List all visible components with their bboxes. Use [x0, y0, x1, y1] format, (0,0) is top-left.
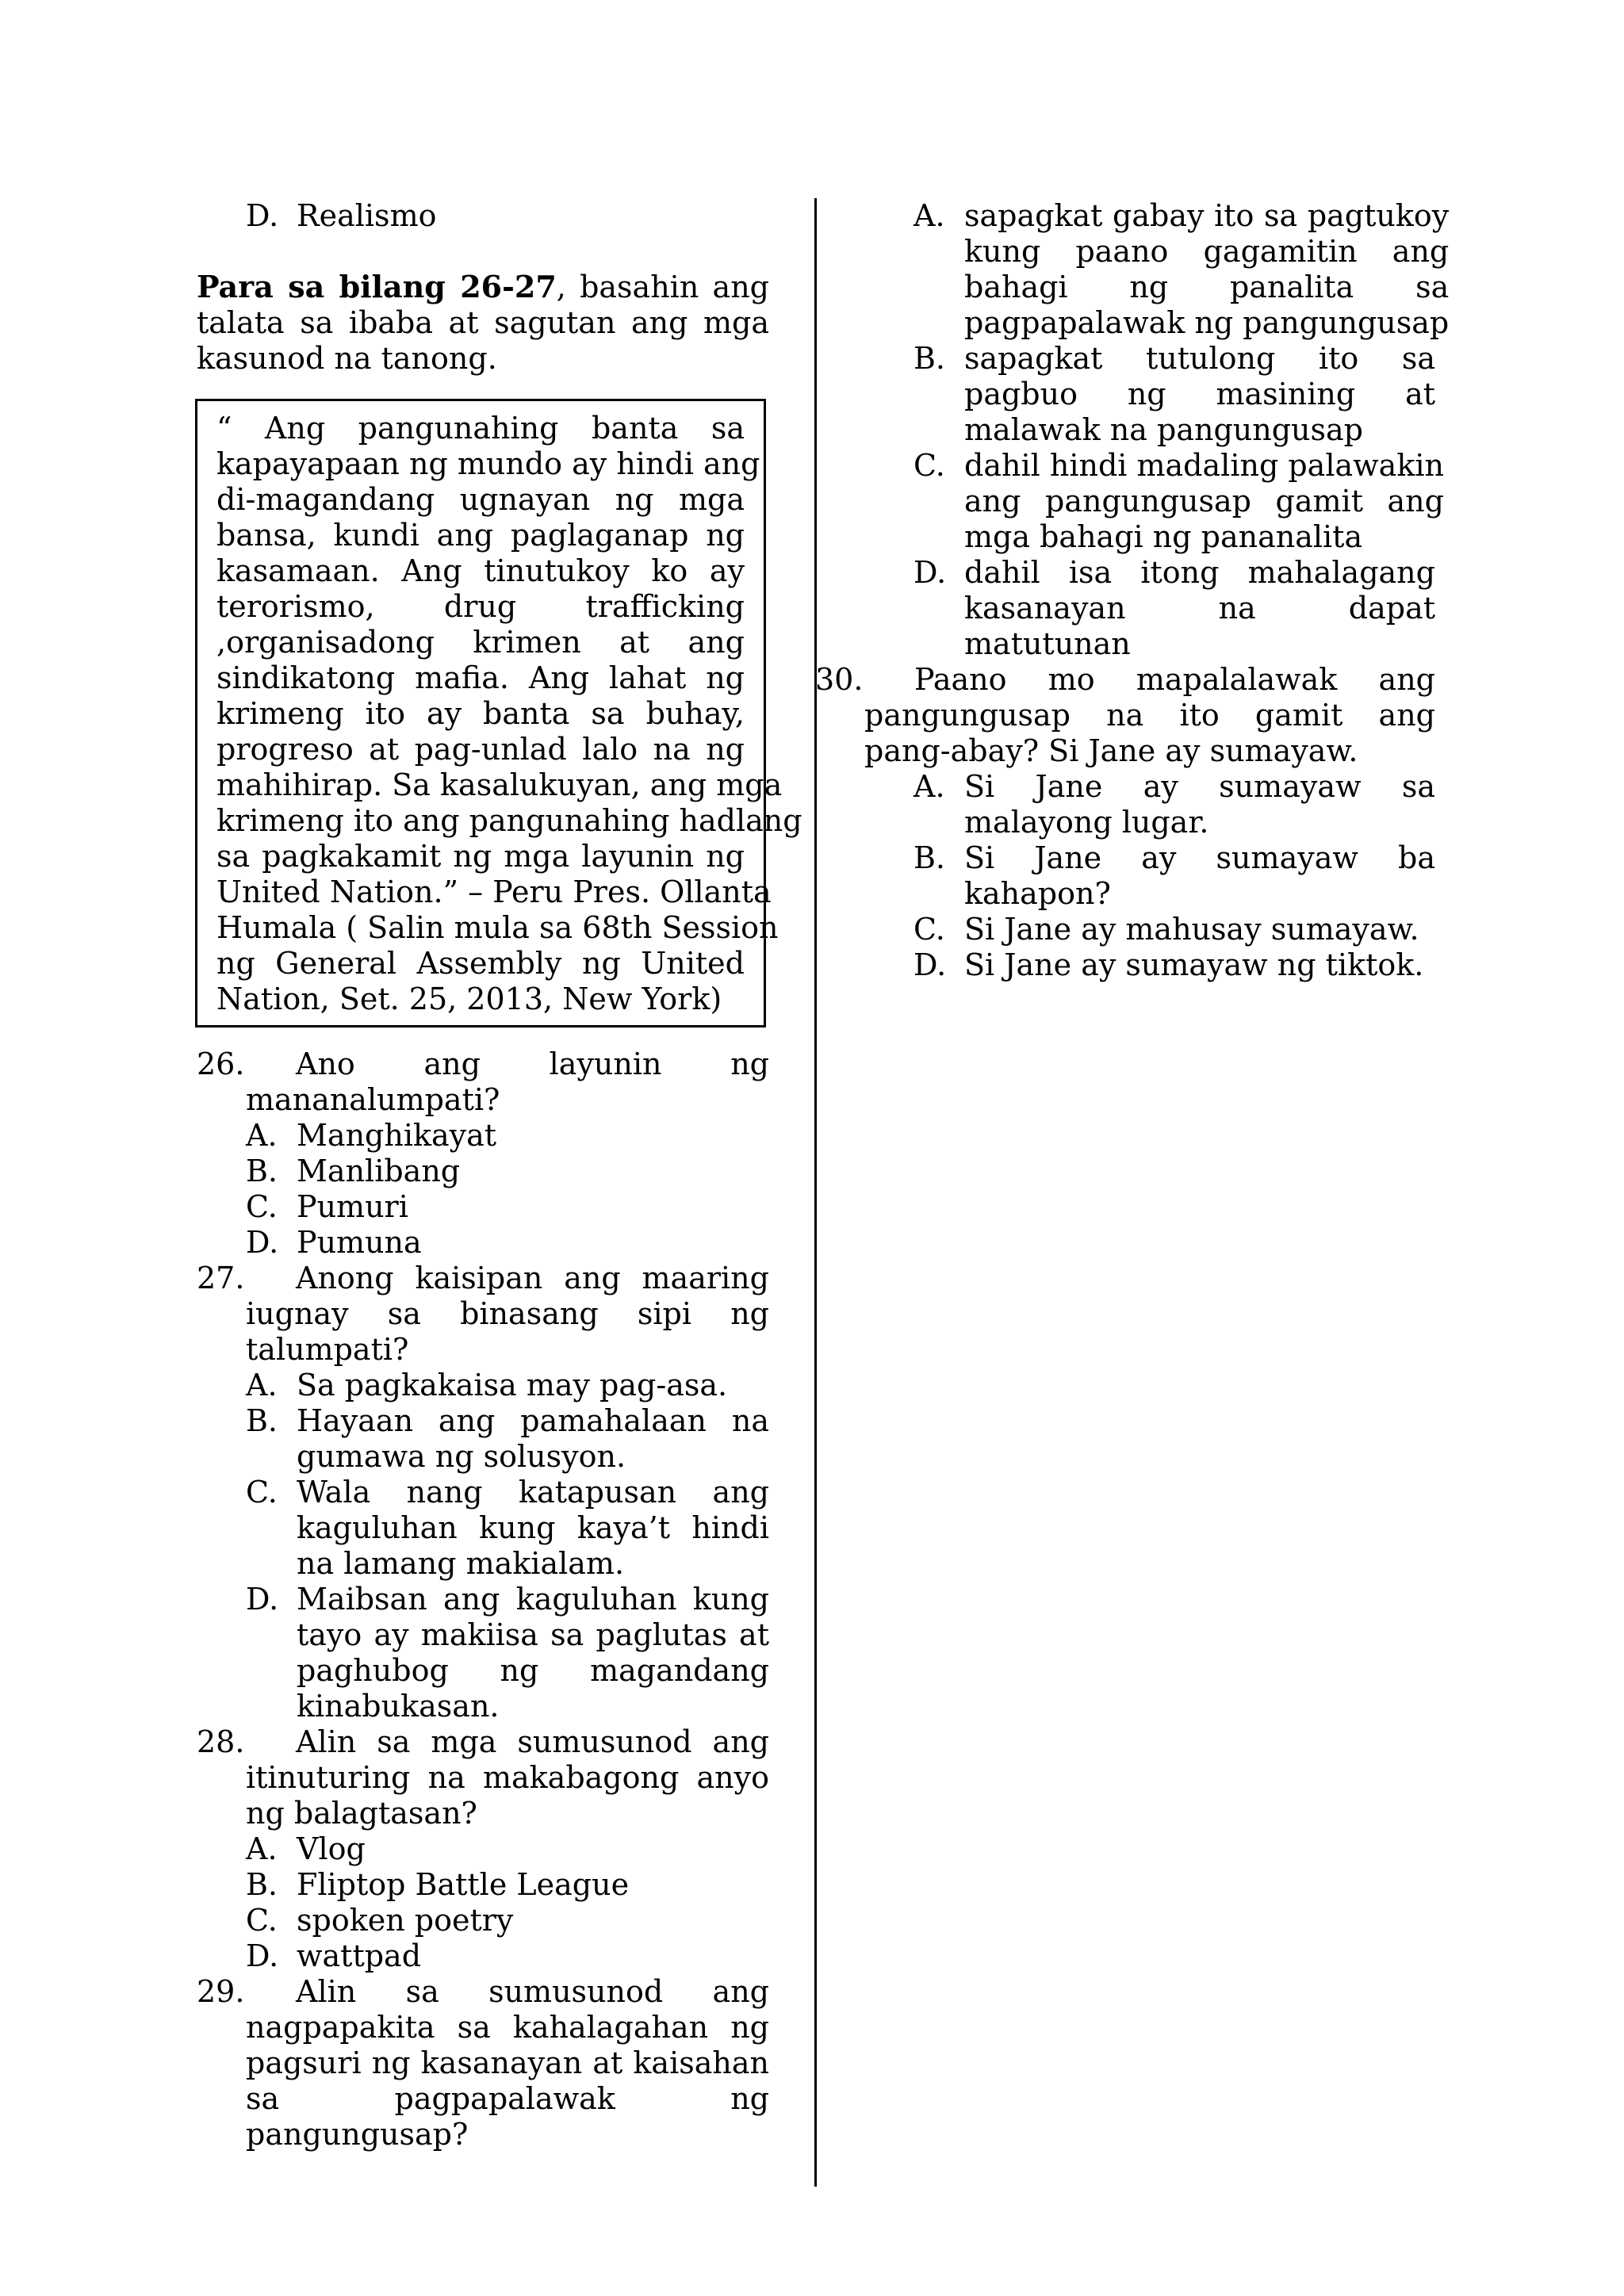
passage-line: krimeng ito ay banta sa buhay, [216, 696, 745, 731]
option: A. Sa pagkakaisa may pag-asa. [246, 1368, 728, 1402]
passage-line: krimeng ito ang pangunahing hadlang [216, 803, 802, 838]
question-30: 30. Paano mo mapalalawak ang [815, 662, 1435, 697]
passage-line: bansa, kundi ang paglaganap ng [216, 518, 745, 553]
option: B. Manlibang [246, 1154, 461, 1188]
option: A. Vlog [246, 1831, 366, 1866]
question-number: 29. [197, 1974, 245, 2009]
option: B. Hayaan ang pamahalaan na gumawa ng solusyon. [246, 1403, 769, 1474]
passage-line: ,organisadong krimen at ang [216, 625, 745, 660]
speech-excerpt-box [195, 399, 802, 1027]
option: D. wattpad [246, 1938, 422, 1973]
passage-line: progreso at pag-unlad lalo na ng [216, 732, 745, 767]
option: C. Pumuri [246, 1189, 408, 1224]
passage-line: “ Ang pangunahing banta sa [216, 411, 745, 446]
question-number: 26. [197, 1047, 245, 1081]
question-27: 27. Anong kaisipan ang maaring [197, 1261, 769, 1295]
instructions: Para sa bilang 26-27, basahin ang talata sa ibaba at sagutan ang mga kasunod na tanong. [197, 269, 769, 376]
option: D. Maibsan ang kaguluhan kung tayo ay makiisa sa paglutas at paghubog ng magandang kinabukasan. [246, 1582, 769, 1724]
passage-line: sindikatong mafia. Ang lahat ng [216, 660, 745, 695]
passage-line: United Nation.” – Peru Pres. Ollanta [216, 874, 772, 909]
passage-line: ng General Assembly ng United [216, 946, 745, 981]
option: C. spoken poetry [246, 1903, 514, 1938]
option: B. Si Jane ay sumayaw ba kahapon? [914, 840, 1435, 911]
option: A. sapagkat gabay ito sa pagtukoy kung paano gagamitin ang bahagi ng panalita sa pagpapalawak ng pangungusap [914, 198, 1450, 340]
option: C. Si Jane ay mahusay sumayaw. [914, 912, 1419, 947]
option: C. dahil hindi madaling palawakin ang pangungusap gamit ang mga bahagi ng pananalita [914, 448, 1444, 554]
option: B. sapagkat tutulong ito sa pagbuo ng masining at malawak na pangungusap [914, 341, 1435, 447]
passage-line: kasamaan. Ang tinutukoy ko ay [216, 553, 745, 588]
passage-line: Nation, Set. 25, 2013, New York) [216, 982, 722, 1016]
instructions-range: Para sa bilang 26-27 [197, 269, 557, 304]
question-28: 28. Alin sa mga sumusunod ang [197, 1724, 769, 1759]
question-number: 30. [815, 662, 864, 697]
option: D. dahil isa itong mahalagang kasanayan na dapat matutunan [914, 555, 1435, 661]
passage-line: terorismo, drug trafficking [216, 589, 745, 624]
question-26: 26. Ano ang layunin ng [197, 1047, 769, 1081]
passage-line: mahihirap. Sa kasalukuyan, ang mga [216, 767, 783, 802]
question-number: 27. [197, 1261, 245, 1295]
option-d-realismo: D. Realismo [246, 198, 437, 233]
passage-line: di-magandang ugnayan ng mga [216, 482, 745, 517]
passage-line: sa pagkakamit ng mga layunin ng [216, 839, 745, 874]
question-number: 28. [197, 1724, 245, 1759]
option: A. Si Jane ay sumayaw sa malayong lugar. [914, 769, 1435, 840]
option: D. Pumuna [246, 1225, 422, 1260]
column-divider [814, 198, 817, 2187]
question-29: 29. Alin sa sumusunod ang [197, 1974, 769, 2009]
left-column: D. Realismo Para sa bilang 26-27, basahin ang talata sa ibaba at sagutan ang mga kasunod na tanong. “ Ang pangunahing banta sa kapayapaan ng mundo ay hindi ang di-magandang ugnayan ng mga bansa, kundi ang paglaganap ng kasamaan. Ang tinutukoy ko ay terorismo, drug trafficking ,organisadong krimen at ang sindikatong mafia. Ang lahat ng krimeng ito ay banta sa buhay, progreso at pag-unlad lalo na ng mahihirap. Sa kasalukuyan, ang mga krimeng ito ang pangunahing hadlang sa pagkakamit ng mga layunin ng United Nation.” – Peru Pres. Ollanta Humala ( Salin mula sa 68th Session ng General Assembly ng United Nation, Set. 25, 2013, New York) 26. Ano ang layunin ng mananalumpati? A. Manghikayat B. Manlibang C. Pumuri D. Pumuna 27. Anong kaisipan ang maaring iugnay sa binasang sipi ng talumpati? A. Sa pagkakaisa may pag-asa. B. Hayaan ang pamahalaan na gumawa ng solusyon. C. Wala nang katapusan ang kaguluhan kung kaya’t hindi na lamang makialam. D. Maibsan ang kaguluhan kung tayo ay makiisa sa paglutas at paghubog ng magandang kinabukasan. 28. Alin sa mga sumusunod ang itinuturing na makabagong anyo ng balagtasan? A. Vlog B. Fliptop Battle League C. spoken poetry D. wattpad 29. Alin sa sumusunod ang nagpapakita sa kahalagahan ng pagsuri ng kasanayan at kaisahan sa pagpapalawak ng pangungusap? [197, 198, 802, 2152]
passage-line: kapayapaan ng mundo ay hindi ang [216, 446, 760, 481]
option: D. Si Jane ay sumayaw ng tiktok. [914, 947, 1424, 982]
passage-line: Humala ( Salin mula sa 68th Session [216, 910, 779, 945]
option: C. Wala nang katapusan ang kaguluhan kung kaya’t hindi na lamang makialam. [246, 1475, 769, 1581]
right-column: A. sapagkat gabay ito sa pagtukoy kung paano gagamitin ang bahagi ng panalita sa pagpapalawak ng pangungusap B. sapagkat tutulong ito sa pagbuo ng masining at malawak na pangungusap C. dahil hindi madaling palawakin ang pangungusap gamit ang mga bahagi ng pananalita D. dahil isa itong mahalagang kasanayan na dapat matutunan 30. Paano mo mapalalawak ang pangungusap na ito gamit ang pang-abay? Si Jane ay sumayaw. A. Si Jane ay sumayaw sa malayong lugar. B. Si Jane ay sumayaw ba kahapon? C. Si Jane ay mahusay sumayaw. D. Si Jane ay sumayaw ng tiktok. [815, 198, 1450, 982]
option: A. Manghikayat [246, 1118, 497, 1153]
option: B. Fliptop Battle League [246, 1867, 630, 1902]
